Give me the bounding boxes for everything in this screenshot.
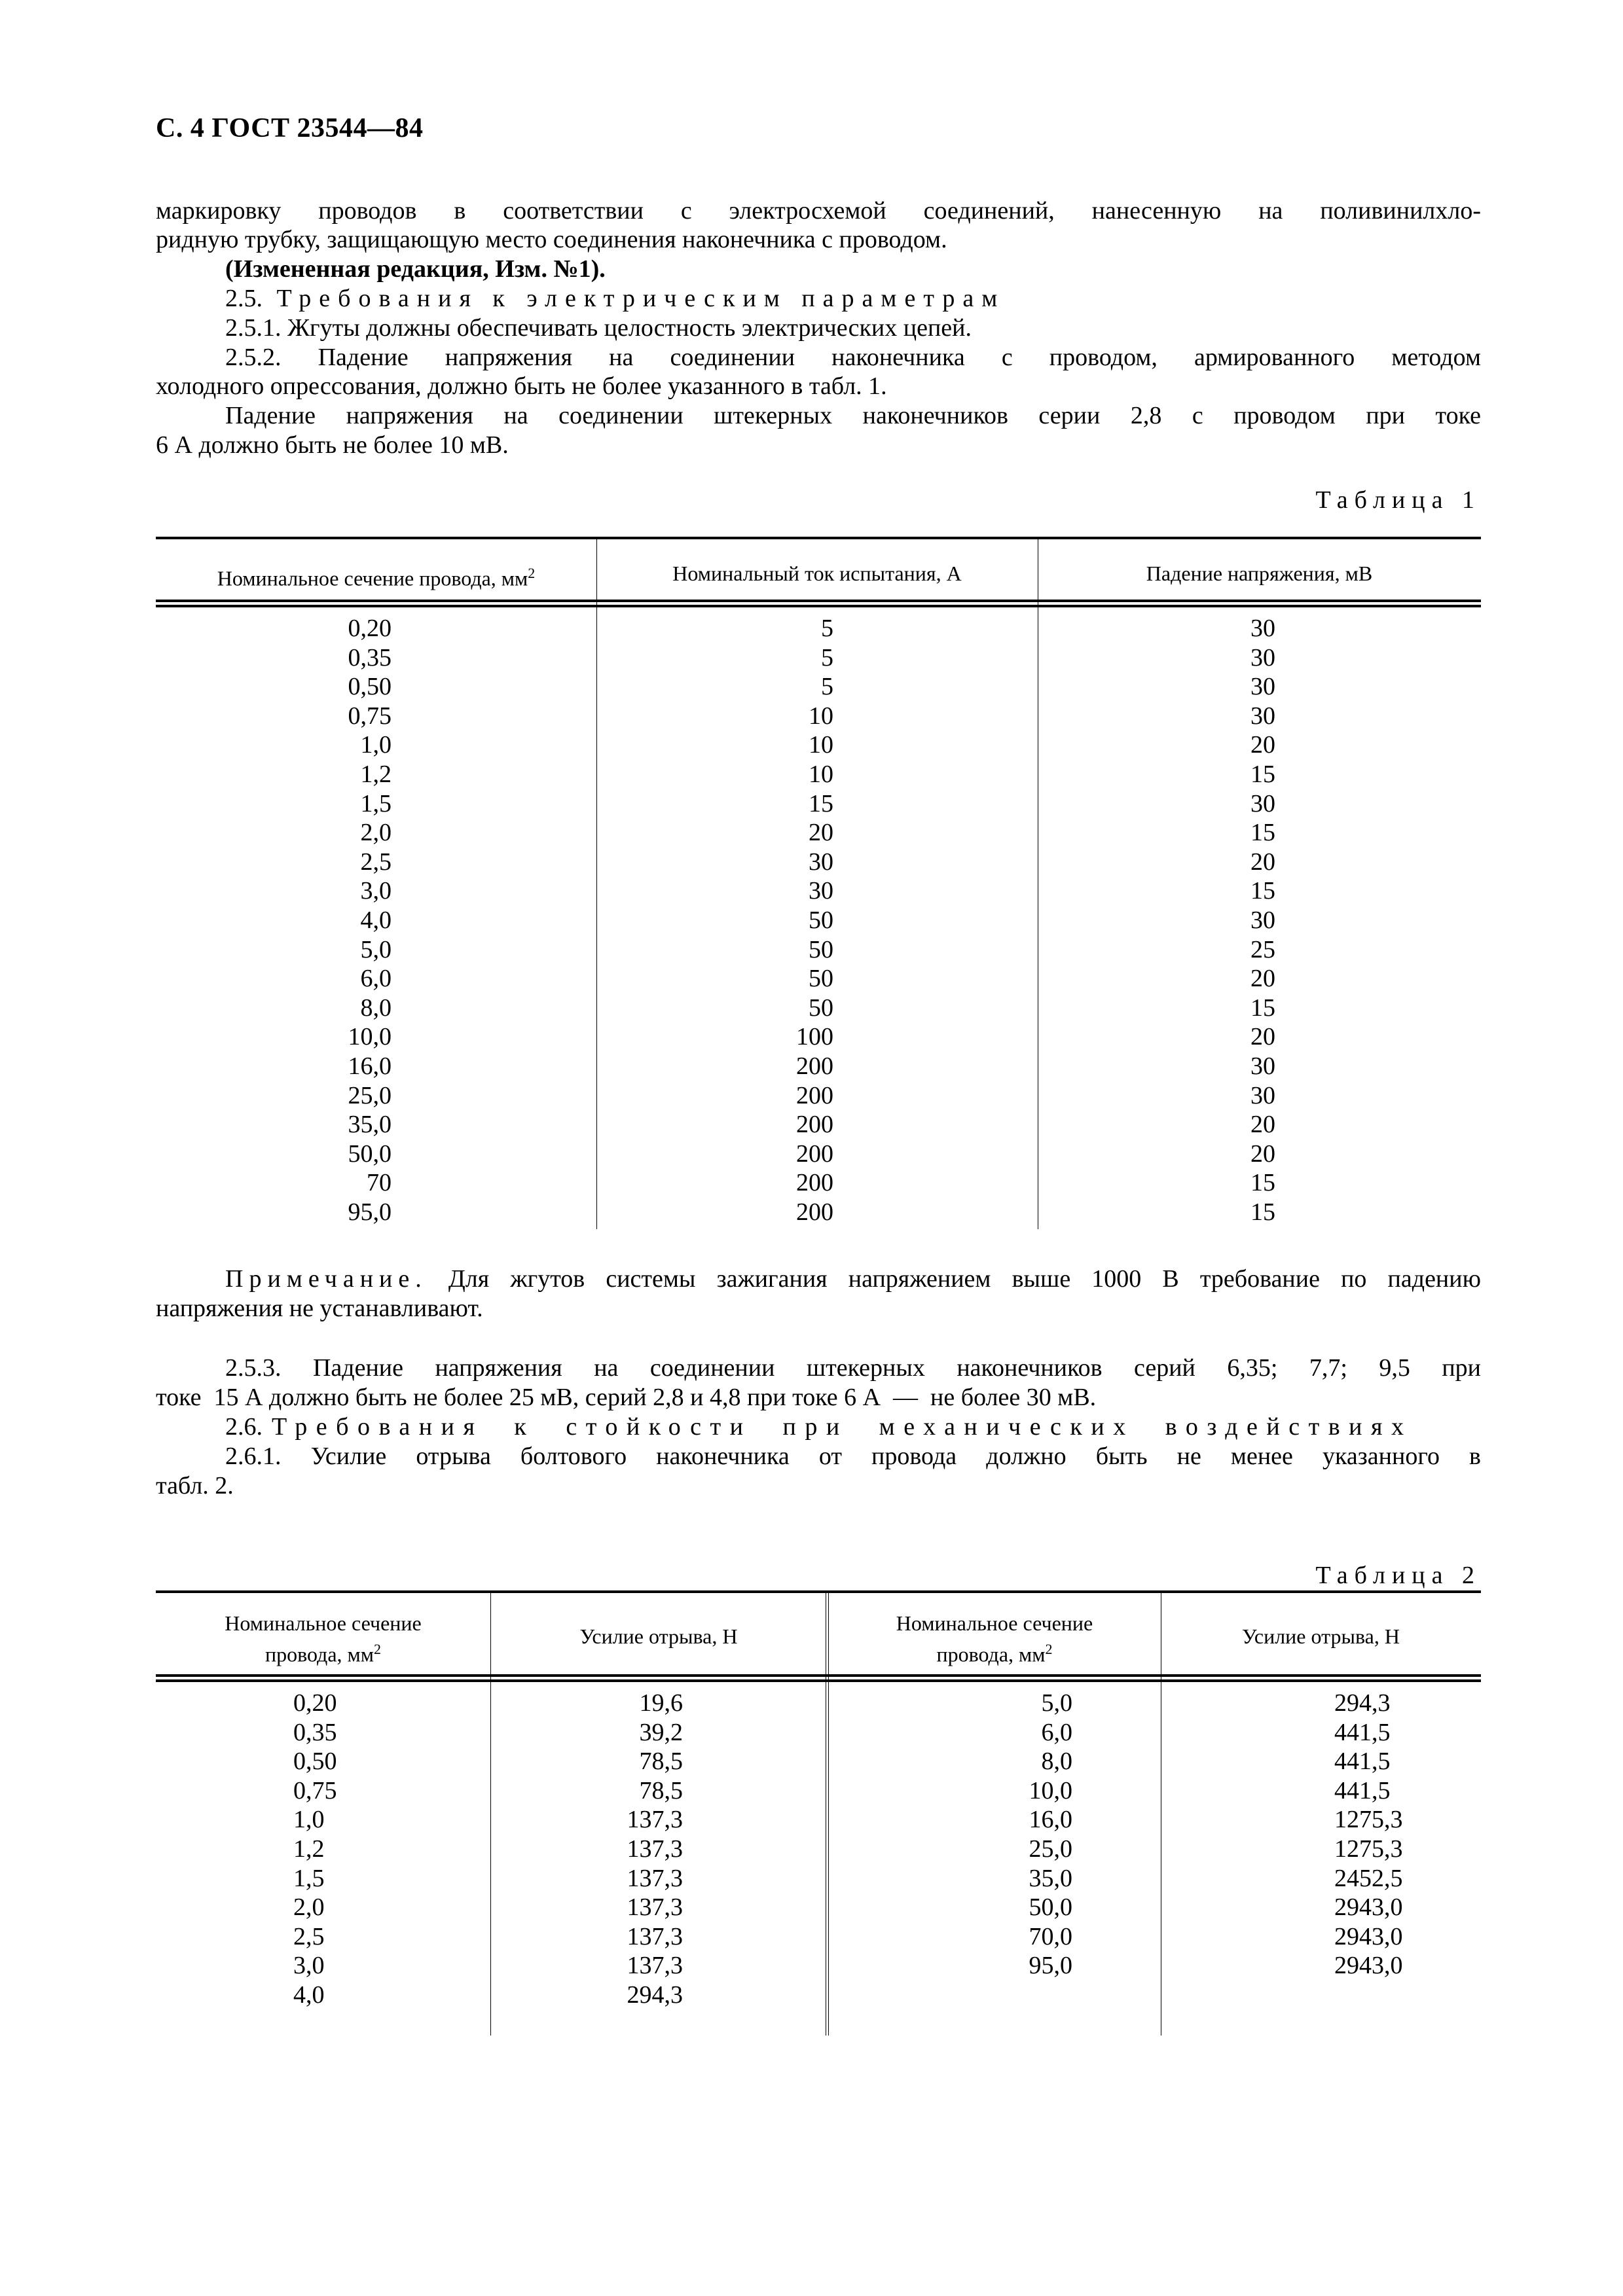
clause-2-5-2-line1: 2.5.2. Падение напряжения на соединении наконечника с проводом, армированного методом [225,344,1481,371]
clause-2-5-1: 2.5.1. Жгуты должны обеспечивать целостность электрических цепей. [225,314,972,342]
cell-voltage-drop: 20 [1250,1023,1275,1051]
table1-row [156,906,1481,935]
table1-row [156,643,1481,673]
header-text: Номинальное сечение провода, мм [217,566,528,590]
table2-row [156,1864,1481,1893]
superscript: 2 [528,565,536,581]
cell-current: 5 [821,673,833,701]
cell-force-2: 2452,5 [1334,1864,1403,1892]
table1-row [156,1110,1481,1139]
cell-current: 50 [809,965,833,993]
cell-section: 0,75 [348,702,392,730]
cell-section: 5,0 [360,935,392,963]
cell-section-2: 50,0 [1029,1893,1072,1922]
section-title: Требования к стойкости при механических воздействиях [272,1413,1413,1441]
cell-voltage-drop: 15 [1250,994,1275,1022]
table1-top-rule [156,537,1481,539]
cell-voltage-drop: 30 [1250,1052,1275,1080]
cell-force-2: 294,3 [1334,1689,1391,1717]
cell-section-2: 25,0 [1029,1835,1072,1863]
cell-force-1: 137,3 [627,1835,683,1863]
clause-2-5-2-line2: холодного опрессования, должно быть не более указанного в табл. 1. [156,372,887,400]
superscript: 2 [374,1641,382,1657]
cell-current: 50 [809,994,833,1022]
cell-voltage-drop: 30 [1250,702,1275,730]
cell-section: 16,0 [348,1052,392,1080]
table1-row [156,1081,1481,1111]
cell-section: 25,0 [348,1081,392,1109]
cell-section-2: 16,0 [1029,1806,1072,1834]
table2-row [156,1689,1481,1718]
cell-section-2: 6,0 [1041,1718,1072,1746]
cell-section: 0,50 [348,673,392,701]
cell-current: 5 [821,615,833,642]
cell-voltage-drop: 20 [1250,848,1275,876]
cell-current: 200 [796,1052,833,1080]
table1-row [156,789,1481,819]
cell-section-1: 4,0 [293,1981,325,2009]
table1-row [156,1168,1481,1198]
cell-section-1: 1,0 [293,1806,325,1834]
table1-note-line1 [156,1265,1481,1293]
cell-section: 50,0 [348,1139,392,1168]
cell-voltage-drop: 20 [1250,731,1275,759]
cell-current: 10 [809,731,833,759]
header-text: Номинальное сечение [225,1611,422,1635]
table1-caption: Таблица 1 [1315,486,1481,514]
table2-row [156,1893,1481,1922]
paragraph-2-8-line1: Падение напряжения на соединении штекерных наконечников серии 2,8 с проводом при токе [225,402,1481,429]
section-number: 2.6. [225,1413,263,1441]
cell-section: 2,5 [360,848,392,876]
clause-2-6-1-line1: 2.6.1. Усилие отрыва болтового наконечника от провода должно быть не менее указанного в [225,1443,1481,1470]
cell-force-1: 19,6 [639,1689,683,1717]
cell-section-1: 1,2 [293,1835,325,1863]
cell-section-1: 0,35 [293,1718,337,1746]
table2-row [156,1747,1481,1776]
cell-current: 20 [809,819,833,847]
section-2-5-heading [225,284,1550,313]
table1-row [156,760,1481,789]
cell-section: 4,0 [360,906,392,934]
cell-voltage-drop: 15 [1250,1198,1275,1226]
table1-row [156,994,1481,1023]
cell-voltage-drop: 25 [1250,935,1275,963]
header-text: Номинальное сечение [896,1611,1093,1635]
table1-row [156,818,1481,848]
table1-row [156,702,1481,731]
cell-voltage-drop: 20 [1250,1139,1275,1168]
table2-row [156,1776,1481,1806]
cell-section: 35,0 [348,1111,392,1139]
cell-section: 2,0 [360,819,392,847]
cell-section-2: 35,0 [1029,1864,1072,1892]
cell-section: 3,0 [360,877,392,905]
cell-force-1: 137,3 [627,1893,683,1922]
cell-force-1: 137,3 [627,1806,683,1834]
table1-header-rule [156,600,1481,607]
cell-current: 50 [809,906,833,934]
cell-section-2: 10,0 [1029,1776,1072,1804]
table2-header-section-1 [156,1610,490,1668]
cell-section-2: 8,0 [1041,1748,1072,1776]
table1-row [156,1198,1481,1227]
cell-section-1: 1,5 [293,1864,325,1892]
cell-current: 10 [809,702,833,730]
cell-force-2: 441,5 [1334,1776,1391,1804]
table1-row [156,1022,1481,1052]
cell-force-2: 2943,0 [1334,1893,1403,1922]
cell-current: 10 [809,761,833,788]
cell-force-2: 2943,0 [1334,1922,1403,1950]
cell-voltage-drop: 30 [1250,643,1275,672]
cell-current: 200 [796,1169,833,1197]
cell-voltage-drop: 15 [1250,1169,1275,1197]
cell-voltage-drop: 30 [1250,906,1275,934]
cell-section: 1,2 [360,761,392,788]
table1-header-section [156,560,596,592]
cell-force-2: 441,5 [1334,1718,1391,1746]
cell-current: 200 [796,1111,833,1139]
header-text: провода, мм [936,1642,1046,1666]
table2-row [156,1835,1481,1864]
section-number: 2.5. [225,285,263,312]
clause-2-5-3-line2: токе 15 А должно быть не более 25 мВ, серий 2,8 и 4,8 при токе 6 А — не более 30 мВ. [156,1384,1097,1411]
table1-row [156,964,1481,994]
cell-section-2: 95,0 [1029,1952,1072,1980]
cell-section-1: 2,5 [293,1922,325,1950]
table1-row [156,614,1481,643]
paragraph-line: ридную трубку, защищающую место соединения наконечника с проводом. [156,226,947,253]
cell-section: 8,0 [360,994,392,1022]
table2-header-section-2 [828,1610,1161,1668]
cell-force-1: 137,3 [627,1864,683,1892]
cell-force-1: 137,3 [627,1952,683,1980]
cell-force-2: 441,5 [1334,1748,1391,1776]
cell-voltage-drop: 30 [1250,789,1275,817]
cell-current: 30 [809,848,833,876]
section-title: Требования к электрическим параметрам [276,285,1006,312]
cell-section: 70 [367,1169,392,1197]
cell-current: 200 [796,1198,833,1226]
cell-force-2: 1275,3 [1334,1835,1403,1863]
cell-section: 10,0 [348,1023,392,1051]
cell-section: 0,35 [348,643,392,672]
cell-force-1: 78,5 [639,1748,683,1776]
cell-current: 200 [796,1081,833,1109]
table1-row [156,1052,1481,1081]
cell-current: 5 [821,643,833,672]
clause-2-5-3-line1: 2.5.3. Падение напряжения на соединении штекерных наконечников серий 6,35; 7,7; 9,5 при [225,1354,1481,1382]
cell-force-2: 1275,3 [1334,1806,1403,1834]
cell-voltage-drop: 30 [1250,615,1275,642]
cell-section-1: 0,75 [293,1776,337,1804]
cell-section-2: 5,0 [1041,1689,1072,1717]
section-2-6-heading [225,1412,1481,1441]
cell-voltage-drop: 20 [1250,1111,1275,1139]
cell-force-1: 137,3 [627,1922,683,1950]
table2-header-rule [156,1674,1481,1682]
cell-voltage-drop: 15 [1250,877,1275,905]
header-text: провода, мм [264,1642,374,1666]
table2-header-force-1: Усилие отрыва, Н [579,1624,738,1648]
table2-row [156,1922,1481,1952]
table1-header-current: Номинальный ток испытания, А [672,562,962,585]
table1-row [156,876,1481,906]
cell-voltage-drop: 30 [1250,1081,1275,1109]
table2-row [156,1981,1481,2010]
clause-2-6-1-line2: табл. 2. [156,1472,234,1499]
superscript: 2 [1045,1641,1053,1657]
cell-section-1: 3,0 [293,1952,325,1980]
table1-note-line2: напряжения не устанавливают. [156,1295,483,1322]
cell-section: 1,5 [360,789,392,817]
cell-force-2: 2943,0 [1334,1952,1403,1980]
note-text: Для жгутов системы зажигания напряжением выше 1000 В требование по падению [448,1265,1481,1293]
table2-row [156,1718,1481,1748]
cell-section-1: 2,0 [293,1893,325,1922]
cell-section-1: 0,50 [293,1748,337,1776]
cell-force-1: 39,2 [639,1718,683,1746]
page-header: С. 4 ГОСТ 23544—84 [156,113,424,143]
cell-force-1: 294,3 [627,1981,683,2009]
cell-section-2: 70,0 [1029,1922,1072,1950]
note-label: Примечание. [225,1265,428,1293]
cell-current: 30 [809,877,833,905]
table2-caption: Таблица 2 [1315,1562,1481,1589]
cell-voltage-drop: 20 [1250,965,1275,993]
table1-row [156,935,1481,965]
cell-current: 200 [796,1139,833,1168]
cell-section: 1,0 [360,731,392,759]
paragraph-2-8-line2: 6 А должно быть не более 10 мВ. [156,431,509,459]
table2-header-force-2: Усилие отрыва, Н [1242,1624,1400,1648]
cell-section: 6,0 [360,965,392,993]
cell-current: 100 [796,1023,833,1051]
table1-row [156,848,1481,877]
cell-section-1: 0,20 [293,1689,337,1717]
table1-row [156,1139,1481,1169]
table1-row [156,730,1481,760]
table2-top-rule [156,1590,1481,1593]
cell-voltage-drop: 15 [1250,761,1275,788]
cell-section: 95,0 [348,1198,392,1226]
cell-current: 15 [809,789,833,817]
cell-current: 50 [809,935,833,963]
table2-row [156,1805,1481,1835]
table1-row [156,672,1481,702]
cell-section: 0,20 [348,615,392,642]
cell-force-1: 78,5 [639,1776,683,1804]
amendment-note: (Измененная редакция, Изм. №1). [225,255,606,283]
cell-voltage-drop: 30 [1250,673,1275,701]
paragraph-line: маркировку проводов в соответствии с электросхемой соединений, нанесенную на поливинилхло- [156,197,1481,224]
table2-row [156,1951,1481,1981]
table1-header-voltage-drop: Падение напряжения, мВ [1146,562,1373,585]
cell-voltage-drop: 15 [1250,819,1275,847]
